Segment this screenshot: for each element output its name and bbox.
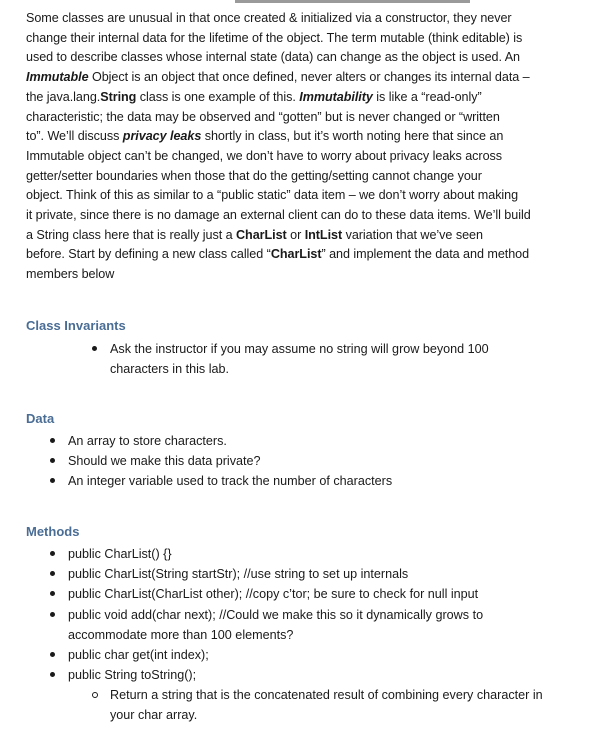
intro-line: members below (26, 267, 115, 282)
emphasis-privacy-leaks: privacy leaks (122, 129, 202, 144)
list-item (68, 544, 483, 564)
method-text: public void add(char next); //Could we make this so it dynamically grows to (68, 607, 484, 622)
intro-text: before. Start by defining a new class called “ (26, 247, 271, 262)
bullet-icon (50, 591, 55, 596)
method-text: public char get(int index); (68, 648, 209, 663)
intro-line: it private, since there is no damage an external client can do to these data items. We’ll build (26, 208, 531, 223)
bullet-icon (50, 551, 55, 556)
bullet-icon (50, 672, 55, 677)
bullet-icon (92, 346, 97, 351)
method-text: public CharList(CharList other); //copy c’tor; be sure to check for null input (68, 587, 479, 602)
methods-sublist (110, 685, 543, 725)
method-text: public CharList(String startStr); //use string to set up internals (68, 567, 409, 582)
intro-line: change their internal data for the lifetime of the object. The term mutable (think editable) is (26, 30, 523, 45)
methods-heading: Methods (26, 524, 80, 539)
intro-text: shortly in class, but it’s worth noting here that since an (201, 129, 504, 144)
data-heading: Data (26, 411, 55, 426)
list-item (68, 431, 392, 451)
intro-text: or (286, 227, 305, 242)
intro-line: characteristic; the data may be observed and “gotten” but is never changed or “written (26, 109, 500, 124)
data-item-text: An integer variable used to track the number of characters (68, 474, 393, 489)
list-item (110, 685, 543, 725)
subitem-text: Return a string that is the concatenated result of combining every character in (110, 688, 543, 702)
intro-line (26, 68, 566, 88)
bullet-icon (50, 652, 55, 657)
emphasis-charlist: CharList (270, 247, 322, 262)
emphasis-intlist: IntList (304, 227, 343, 242)
intro-text: Object is an object that once defined, never alters or changes its internal data – (88, 70, 530, 85)
intro-text: a String class here that is really just a (26, 227, 236, 242)
list-item (110, 339, 489, 379)
list-item (68, 471, 392, 491)
header-rule (0, 0, 601, 3)
intro-line: object. Think of this as similar to a “public static” data item – we don’t worry about making (26, 188, 519, 203)
invariant-text: characters in this lab. (110, 362, 229, 377)
intro-line (26, 88, 566, 108)
data-list (68, 431, 392, 492)
method-text: public String toString(); (68, 668, 197, 683)
intro-text: ” and implement the data and method (321, 247, 530, 262)
intro-text: is like a “read-only” (372, 89, 482, 104)
list-item (68, 451, 392, 471)
bullet-icon (50, 458, 55, 463)
bullet-icon (50, 438, 55, 443)
intro-paragraph (26, 9, 566, 285)
intro-line (26, 127, 566, 147)
circle-bullet-icon (92, 692, 98, 698)
subitem-text: your char array. (110, 708, 198, 723)
method-text: accommodate more than 100 elements? (68, 627, 294, 642)
intro-line: Immutable object can’t be changed, we don’t have to worry about privacy leaks across (26, 148, 503, 163)
bullet-icon (50, 612, 55, 617)
class-invariants-heading: Class Invariants (26, 318, 126, 333)
emphasis-string: String (100, 89, 137, 104)
list-item (68, 564, 483, 584)
intro-text: to”. We’ll discuss (26, 129, 123, 144)
intro-line: Some classes are unusual in that once created & initialized via a constructor, they never (26, 11, 512, 25)
emphasis-charlist: CharList (236, 227, 287, 242)
data-item-text: An array to store characters. (68, 434, 227, 448)
intro-line: used to describe classes whose internal state (data) can change as the object is used. An (26, 50, 521, 65)
emphasis-immutability: Immutability (299, 89, 373, 104)
intro-text: class is one example of this. (136, 89, 300, 104)
bullet-icon (50, 571, 55, 576)
intro-text: the java.lang. (26, 89, 101, 104)
emphasis-immutable: Immutable (26, 70, 89, 85)
bullet-icon (50, 478, 55, 483)
list-item (68, 605, 483, 645)
data-item-text: Should we make this data private? (68, 454, 261, 469)
list-item (68, 645, 483, 665)
class-invariants-list (110, 339, 489, 379)
intro-line (26, 226, 566, 246)
methods-list (68, 544, 483, 685)
intro-text: variation that we’ve seen (342, 227, 483, 242)
intro-line: getter/setter boundaries when those that do the getting/setting cannot change your (26, 168, 482, 183)
invariant-text: Ask the instructor if you may assume no string will grow beyond 100 (110, 342, 489, 356)
list-item (68, 665, 483, 685)
list-item (68, 584, 483, 604)
method-text: public CharList() {} (68, 547, 172, 561)
intro-line (26, 245, 566, 265)
